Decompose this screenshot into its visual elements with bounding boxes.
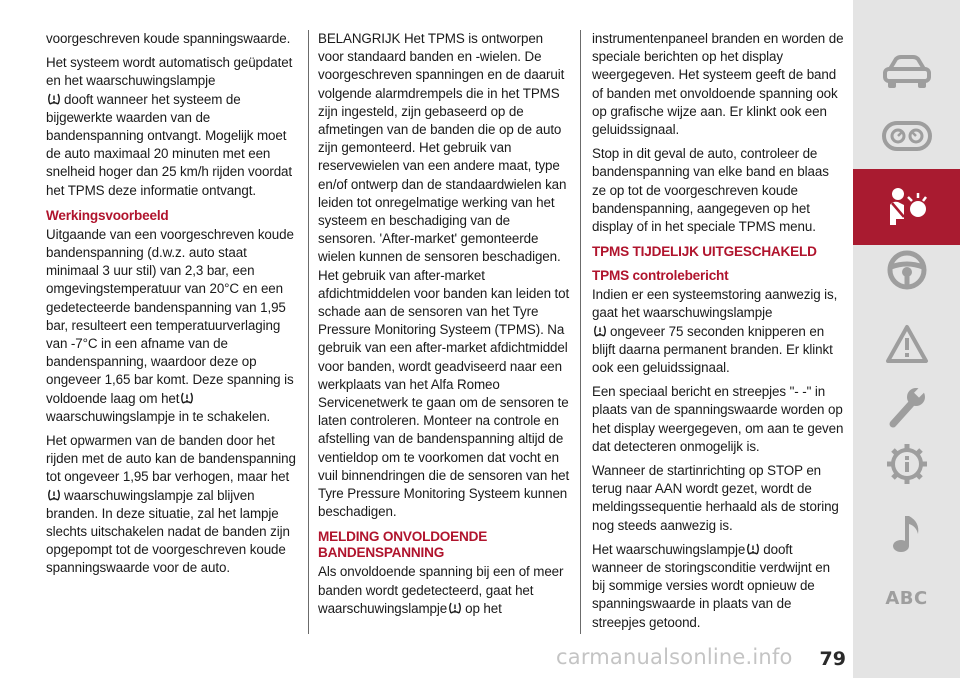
tpms-warning-icon [47,489,61,501]
sidebar-item-driving[interactable] [853,232,960,308]
tpms-warning-icon [47,93,61,105]
paragraph [592,541,844,632]
paragraph: Stop in dit geval de auto, controleer de bandenspanning van elke band en blaas ze op tot de voorgeschreven koude bandenspanning, aangegeven op het display of in het speciale TPMS menu. [592,146,829,235]
text: waarschuwingslampje zal blijven branden. In deze situatie, zal het lampje slechts uitschakelen nadat de banden zijn opgepompt tot de voorgeschreven koude spanningswaarde voor de auto. [46,487,290,576]
car-icon [882,55,932,89]
text: Het opwarmen van de banden door het rijden met de auto kan de bandenspanning tot ongeveer 1,95 bar verhogen, maar het [46,433,296,485]
sub-heading: TPMS controlebericht [592,268,729,284]
text: Als onvoldoende spanning bij een of meer banden wordt gedetecteerd, gaat het waarschuwingslampje [318,564,564,616]
tpms-warning-icon [593,325,607,337]
text: ongeveer 75 seconden knipperen en blijft daarna permanent branden. Er klinkt ook een geluidssignaal. [592,323,833,376]
page-number: 79 [819,648,846,670]
tpms-warning-icon [180,392,194,404]
tpms-warning-icon [448,602,462,614]
text: dooft wanneer het systeem de bijgewerkte waarden van de bandenspanning ontvangt. Mogelijk moet de auto maximaal 20 minuten met een snelheid hoger dan 25 km/h rijden voordat het TPMS deze informatie ontvangt. [46,91,293,198]
text: Het waarschuwingslampje [592,541,746,557]
text: Uitgaande van een voorgeschreven koude bandenspanning (d.w.z. auto staat minimaal 3 uur stil) van 2,3 bar, een omgevingstemperatuur van 20°C en een gedetecteerde bandenspanning van 1,95 bar, resulteert een temperatuurverlaging van -7°C in een afname van de bandenspanning, waardoor deze op ongeveer 1,65 bar komt. Deze spanning is voldoende laag om het [46,226,294,406]
paragraph [46,226,298,426]
column-divider [580,30,581,634]
instrument-cluster-icon [882,121,932,151]
text: Indien er een systeemstoring aanwezig is, gaat het waarschuwingslampje [592,287,838,321]
seatbelt-airbag-icon [882,185,932,229]
paragraph: Een speciaal bericht en streepjes "- -" in plaats van de spanningswaarde worden op het display weergegeven, om aan te geven dat detecteren onmogelijk is. [592,384,844,454]
section-heading: MELDING ONVOLDOENDE BANDENSPANNING [318,529,488,561]
paragraph: BELANGRIJK Het TPMS is ontworpen voor standaard banden en -wielen. De voorgeschreven spanningen en de daaruit volgende alarmdrempels die in het TPMS zijn ingesteld, zijn gebaseerd op de afmetingen van de banden die op de auto zijn gemonteerd. Het gebruik van reservewielen van een andere maat, type en/of ontwerp dan de standaardwielen kan leiden tot onregelmatige werking van het systeem en beschadiging van de sensoren. 'After-market' gemonteerde wielen kunnen de sensoren beschadigen. Het gebruik van after-market afdichtmiddelen voor banden kan leiden tot schade aan de sensoren van het Tyre Pressure Monitoring Systeem (TPMS). Na gebruik van een after-market afdichtmiddel voor banden, wordt geadviseerd naar een werkplaats van het Alfa Romeo Servicenetwerk te gaan om de sensoren te laten controleren. Monteer na controle en afstelling van de bandenspanning altijd de ventieldop om te voorkomen dat vocht en vuil binnendringen die de sensoren van het Tyre Pressure Monitoring Systeem kunnen beschadigen. [318,31,570,520]
sidebar-item-technical-data[interactable] [853,426,960,502]
paragraph: Wanneer de startinrichting op STOP en terug naar AAN wordt gezet, wordt de meldingssequentie herhaald als de storing nog steeds aanwezig is. [592,463,839,533]
text-column-2 [318,30,570,624]
text-column-3 [592,30,844,638]
warning-triangle-icon [885,324,929,364]
sidebar-item-index[interactable] [853,560,960,636]
info-gear-icon [885,442,929,486]
tpms-warning-icon [746,543,760,555]
text: Het systeem wordt automatisch geüpdatet en het waarschuwingslampje [46,55,293,89]
abc-label: ABC [885,587,928,609]
sidebar-item-instruments[interactable] [853,98,960,174]
paragraph [46,432,298,578]
paragraph [318,563,570,618]
chapter-sidebar [853,0,960,678]
watermark: carmanualsonline.info [556,645,793,669]
text-column-1 [46,30,298,584]
steering-wheel-icon [886,249,928,291]
text: dooft wanneer de storingsconditie verdwijnt en bij sommige versies wordt opnieuw de spanningswaarde in plaats van de streepjes getoond. [592,541,830,630]
section-heading: Werkingsvoorbeeld [46,207,169,223]
paragraph: instrumentenpaneel branden en worden de speciale berichten op het display weergegeven. Het systeem geeft de band of banden met onvoldoende spanning ook op grafische wijze aan. Er klinkt ook een geluidssignaal. [592,31,844,138]
paragraph [46,54,298,200]
section-heading: TPMS TIJDELIJK UITGESCHAKELD [592,244,817,260]
column-divider [308,30,309,634]
text: op het [465,600,502,616]
music-note-icon [890,512,924,556]
paragraph [592,286,844,377]
text: waarschuwingslampje in te schakelen. [46,408,271,424]
paragraph: voorgeschreven koude spanningswaarde. [46,31,291,46]
wrench-icon [885,384,929,428]
